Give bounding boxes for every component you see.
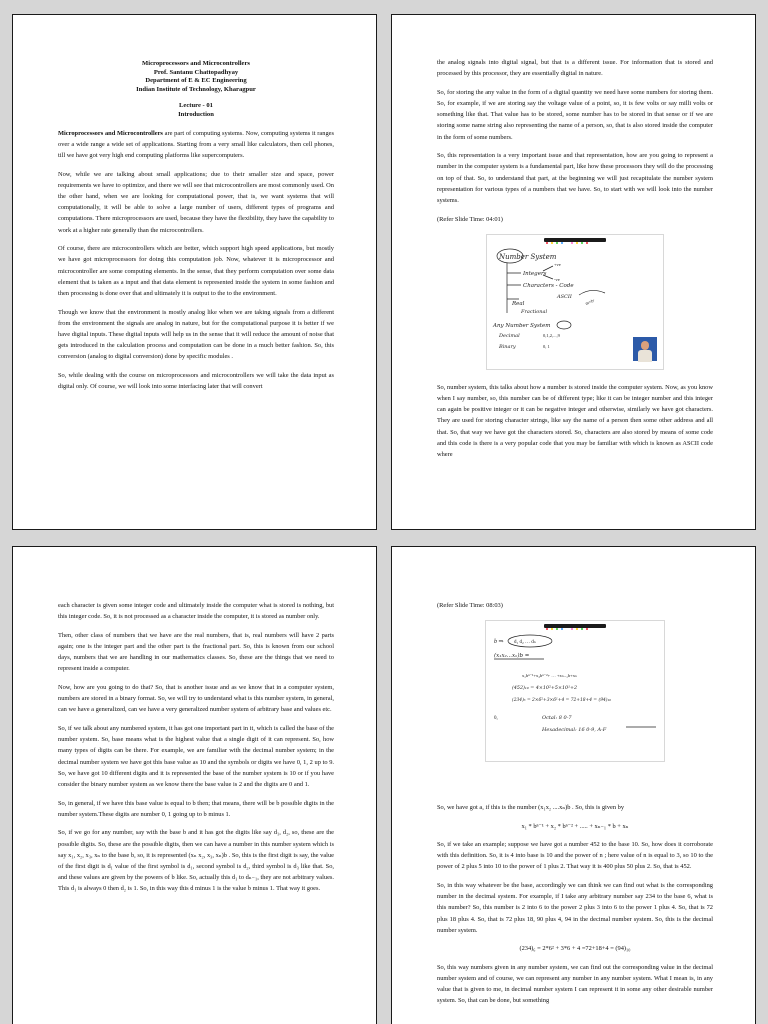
paragraph: each character is given some integer code and ultimately inside the computer what is stored is nothing, but this integer code. So, it is not processed as a character inside the computer, it is stored as number only. <box>58 602 334 621</box>
svg-text:Binary: Binary <box>499 343 516 350</box>
page-1 <box>12 14 377 530</box>
paragraph: So, in this way whatever be the base, accordingly we can think we can find out what is the corresponding number in the decimal system. For example, if I take any arbitrary number say 234 to the base 6, what is this number? So, this number is 2 into 6 to the power 2 plus 3 into 6 to the power 1 plus 4. So, that is 72 plus 18 plus 4. So, that is 72 plus 18, 90 plus 4, 94 in the decimal number system. So, this is the decimal number system. <box>437 882 713 934</box>
svg-text:Decimal: Decimal <box>499 332 520 339</box>
paragraph: So, this representation is a very important issue and that representation, how are you going to represent a number in the computer system is a fundamental part, like how these processors they will do the processing on top of that. So, to understand that part, at the beginning we will just recapitulate the number system representation for various types of a numbers that we have. So, to start with we will look into the number systems. <box>437 152 713 205</box>
lecture-slide-image <box>486 234 664 370</box>
page-1-body <box>58 60 334 400</box>
paragraph: So, for storing the any value in the form of a digital quantity we need have some numbers for storing them. So, for example, if we are storing say the voltage value of a point, so, it is few volts or say milli volts or something like that. That value has to be stored, some number has to be stored in that sense or if we are storing some name string also representing the name of a person, so, that is also stored inside the computer in the form of some numbers. <box>437 88 713 141</box>
svg-text:m×bᵉ: m×bᵉ <box>584 297 596 306</box>
svg-text:(x₁x₂...xₙ)b =: (x₁x₂...xₙ)b = <box>494 653 530 660</box>
svg-text:Any Number System: Any Number System <box>493 322 551 329</box>
svg-text:Octal: 8 0-7: Octal: 8 0-7 <box>542 715 572 722</box>
paragraph: So, if we talk about any numbered system, it has got one important part in it, which is called the base of the number system. So, base means what is the highest value that a single digit of it can represent. So, how many types of digits can be there. For example, we are familiar with the decimal number system; in the decimal number system we have got this base value as 10 and the symbols or digits we have 0, 1, 2 up to 9. So, we have got 10 different digits and it is represented the base of the number system is 10 or if you have consider the binary number system as we know there the base value is 2 and the digits are 0 and 1. <box>58 725 334 789</box>
svg-text:+ve: +ve <box>554 261 561 267</box>
svg-text:(452)₁₀ = 4×10²+5×10¹+2: (452)₁₀ = 4×10²+5×10¹+2 <box>512 686 578 692</box>
svg-text:Characters - Code: Characters - Code <box>523 282 574 289</box>
page-2 <box>391 14 756 530</box>
paragraph: So, while dealing with the course on microprocessors and microcontrollers we will take the data input as digital only. Of course, we will look into some interfacing later that will convert <box>58 371 334 391</box>
paragraph: So, if we take an example; suppose we have got a number 452 to the base 10. So, how does it corroborate with this definition. So, it is 4 into base is 10 and the power of n ; here value of n is equal to 3, so 10 to the power of 2 plus 5 into 10 to the power of 1 plus 2. That way it is 400 plus 50 plus 2. So, that is 452. <box>437 841 713 871</box>
svg-text:0,1,2,...,9: 0,1,2,...,9 <box>543 332 560 338</box>
institute-name: Indian Institute of Technology, Kharagpur <box>136 85 256 93</box>
paragraph: Now, how are you going to do that? So, that is another issue and as we know that in a computer system, numbers are stored in a binary format. So, we will try to understand what is this number system, in general, can we have a generalized, can we have a very generalized number system of arbitrary base and values etc. <box>58 684 334 714</box>
presenter-thumbnail <box>633 337 657 361</box>
svg-text:b ⇒: b ⇒ <box>494 639 504 646</box>
paragraph: So, this way numbers given in any number system, we can find out the corresponding value in the decimal number system and of course, we can represent any number in any number system. What I mean is, in any value that is given to me, in decimal number system I can represent it in some any other desirable number system. So, that can be done, but something <box>437 963 713 1005</box>
department-name: Department of E & EC Engineering <box>145 77 247 85</box>
svg-text:Fractional: Fractional <box>521 308 548 315</box>
intro-text: are part of computing systems. Now, computing systems it ranges over a wide range a wide set of applications. Starting from a very small like calculators, then cell phones, till we have got very high end computing platforms like supercomputers. <box>58 129 334 159</box>
paragraph: So, we have got a, if this is the number (x₁x₂ ....xₙ)b . So, this is given by <box>437 804 625 812</box>
intro-paragraph <box>58 128 334 162</box>
lecture-slide-image <box>485 620 665 762</box>
svg-text:Hexadecimal: 16 0-9, A-F: Hexadecimal: 16 0-9, A-F <box>542 727 607 734</box>
paragraph: Then, other class of numbers that we have are the real numbers, that is, real numbers will have 2 parts again; one is the integer part and the other part is the fractional part. So, this is known from our school days, numbers that we are handling in our mathematics classes. So, these are the things that we need to represent inside a computer. <box>58 631 334 673</box>
page-3 <box>12 546 377 1024</box>
professor-name: Prof. Santanu Chattopadhyay <box>153 68 239 76</box>
paragraph: Of course, there are microcontrollers which are better, which support high speed applications, but mostly we have got microprocessors for doing this computation job. Now, whatever it is microprocessor and microcontroller are some computing elements. In the sense, that they perform computation over some data element that is taken as a input and that data element is represented inside the system in some fashion and then processing is done over that and ultimately it is output to the to the environment. <box>58 245 334 297</box>
svg-text:Real: Real <box>512 300 525 307</box>
page-4 <box>391 546 756 1024</box>
slide-time-reference: (Refer Slide Time: 04:01) <box>437 215 503 223</box>
svg-text:-ve: -ve <box>554 276 560 282</box>
paragraph: the analog signals into digital signal, but that is a different issue. For information that is stored and processed by this processor, they are essentially digital in nature. <box>437 59 713 78</box>
svg-text:Integers: Integers <box>523 270 547 277</box>
slide-time-reference: (Refer Slide Time: 08:03) <box>437 602 503 609</box>
svg-text:d₁ d₂ … dₙ: d₁ d₂ … dₙ <box>514 640 536 646</box>
handwriting-diagram <box>486 621 664 761</box>
page-2-body <box>437 57 713 468</box>
course-title: Microprocessors and Microcontrollers <box>142 60 250 67</box>
intro-bold-term: Microprocessors and Microcontrollers <box>58 129 163 137</box>
lecture-number: Lecture - 01 <box>179 102 213 110</box>
polynomial-formula: x₁ * bⁿ⁻¹ + x₂ * bⁿ⁻² + ..... + xₙ₋₁ * b + xₙ <box>521 822 629 830</box>
page-3-body <box>58 600 334 902</box>
svg-text:0, 1: 0, 1 <box>543 343 550 349</box>
lecture-topic: Introduction <box>178 110 214 118</box>
svg-text:0,: 0, <box>494 716 498 722</box>
paragraph: Now, while we are talking about small applications; due to their smaller size and space, power requirements we have to optimize, and there we will see that microcontrollers are most commonly used. On the other hand, when we are looking for computational power, that is, we want systems that will computationally, it will be able to solve a large number of users, different types of programs and computations. There microprocessors are used, because they have the flexibility, they have the capability to work at a higher rate generally than the microcontrollers. <box>58 170 334 234</box>
paragraph: So, number system, this talks about how a number is stored inside the computer system. Now, as you know when I say number, so, this number can be of different type; like it can be integer number and this integer can again be positive integer or it can be negative integer and otherwise, similarly we have got characters. They are used for storing character strings, like say the name of a person then some other address and all that. So, that way we have got the characters stored. So, characters are also stored by means of some code and this code is there is a very popular code that you may be familiar with which is known as ASCII code where <box>437 383 713 459</box>
svg-text:ASCII: ASCII <box>557 293 572 300</box>
slide-title-text: Number System <box>499 252 557 261</box>
page-4-body <box>437 600 713 1014</box>
paragraph: So, in general, if we have this base value is equal to b then; that means, there will be b possible digits in the number system.These digits are number 0, 1 going up to b minus 1. <box>58 799 334 818</box>
paragraph: So, if we go for any number, say with the base b and it has got the digits like say d₁, d₂, so, these are the possible digits. So, these are the possible digits, then we can have a number in this number system which is say x₁, x₂, x₃, xₙ to the base b, so, it is represented (xₙ x₂, x₃, xₙ)b . So, this is the first digit is say, the value of the first digit is d₁ value of the first symbol is d₁, second symbol is d₂, third symbol is d₃ like that. So, and these values are given by the powers of b like. So, actually this d₁ to dₙ₋₁, they are not arbitrary values. This d₁ is always 0 then d₂ is 1. So, in this way this d minus 1 is the value b minus 1. That way it goes. <box>58 829 334 893</box>
paragraph: Though we know that the environment is mostly analog like when we are taking signals from a different from the environment the signals are analog in nature, but for the computational purpose it is better if we have digital inputs. These digital inputs will help us in the sense that it will reduce the amount of noise that gets introduced in the calculation process and computation can be done in a much better fashion. So, this conversion (analog to digital conversion) done by specific modules . <box>58 308 334 361</box>
svg-text:(234)₆ = 2×6²+3×6¹+4 = 72+18+4: (234)₆ = 2×6²+3×6¹+4 = 72+18+4 = (94)₁₀ <box>512 698 612 704</box>
svg-text:x₁bⁿ⁻¹+x₂bⁿ⁻²+ … +xₙ₋₁b+xₙ: x₁bⁿ⁻¹+x₂bⁿ⁻²+ … +xₙ₋₁b+xₙ <box>522 673 578 679</box>
base-conversion-equation: (234)₆ = 2*6² + 3*6 + 4 =72+18+4 = (94)₁₀ <box>519 945 631 953</box>
